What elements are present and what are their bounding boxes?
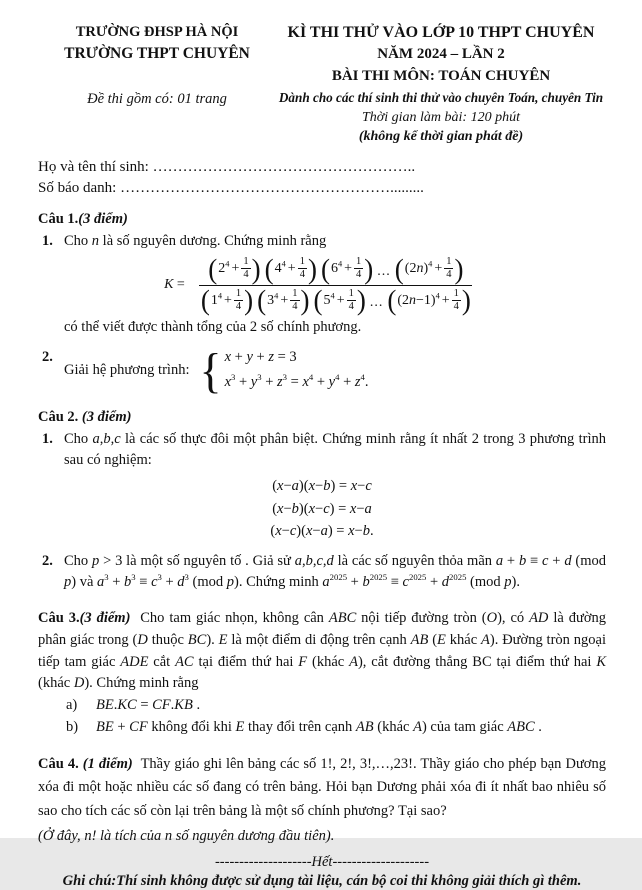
cau3-text: Cho tam giác nhọn, không cân ABC nội tiếp đường tròn (O), có AD là đường phân giác trong (D thuộc BC). E là một điểm di động trên cạnh AB (E khác A). Đường tròn ngoại tiếp tam giác ADE cắt AC tại điểm thứ hai F (khác A), cắt đường thẳng BC tại điểm thứ hai K (khác D). Chứng minh rằng <box>38 610 606 692</box>
cau1-item1-number: 1. <box>42 232 53 249</box>
cau3-item-a-text: BE.KC = CF.KB . <box>96 697 201 714</box>
cau4-note: (Ở đây, n! là tích của n số nguyên dương đầu tiên). <box>38 827 335 844</box>
system-eq1: x + y + z = 3 <box>224 349 297 366</box>
section-cau4 <box>38 753 606 849</box>
exam-subject: BÀI THI MÔN: TOÁN CHUYÊN <box>331 68 551 85</box>
header <box>38 22 606 147</box>
product-term: ( $6^4$ + $\frac{1}{4}$ ) <box>320 253 374 285</box>
cau2-item2-number: 2. <box>42 552 53 569</box>
exam-title-line1: KÌ THI THỬ VÀO LỚP 10 THPT CHUYÊN <box>287 24 595 41</box>
cau4-label: Câu 4. <box>38 755 79 772</box>
cau1-points: (3 điểm) <box>78 210 128 227</box>
product-term: ( $3^4$ + $\frac{1}{4}$ ) <box>257 284 310 316</box>
exam-title-line2: NĂM 2024 – LẦN 2 <box>377 46 505 63</box>
cau1-item1-closing: có thể viết được thành tổng của 2 số chính phương. <box>64 318 362 335</box>
header-exam-block <box>276 22 606 147</box>
cau3-item-b-text: BE + CF không đổi khi E thay đổi trên cạnh AB (khác A) của tam giác ABC . <box>96 718 542 735</box>
cau1-label: Câu 1. <box>38 210 79 227</box>
cau2-item2-text: Cho p > 3 là một số nguyên tố . Giả sử a,b,c,d là các số nguyên thỏa mãn a + b ≡ c + d (mod p) và $a^3 + b^3 \equiv c^3 + d^3$ (mod p). Chứng minh $a^{2025} + b^{2025} \equiv c^{2025} + d^{2025}$ (mod p). <box>64 552 607 591</box>
cau3-label: Câu 3. <box>38 610 80 627</box>
equation-3: (x−c)(x−a) = x−b. <box>270 523 374 540</box>
cau3-item-a-letter: a) <box>66 697 78 714</box>
student-info <box>38 157 606 199</box>
cau2-heading <box>38 407 606 429</box>
product-term: ( $4^4$ + $\frac{1}{4}$ ) <box>264 253 317 285</box>
exam-footer-note: Ghi chú:Thí sinh không được sử dụng tài liệu, cán bộ coi thi không giải thích gì thêm. <box>62 873 582 890</box>
cau1-item1 <box>42 231 606 253</box>
cau3-item-a <box>66 695 606 717</box>
cau1-item1-text: Cho n là số nguyên dương. Chứng minh rằng <box>64 232 327 249</box>
term-base: $2^4$ <box>218 259 230 277</box>
end-marker: --------------------Hết-------------------- <box>214 854 430 871</box>
cau1-item2-lead: Giải hệ phương trình: <box>64 361 190 378</box>
ellipsis: ... <box>377 263 391 279</box>
school-name-line1: TRƯỜNG ĐHSP HÀ NỘI <box>75 24 239 40</box>
product-term: ( $(2n-1)^4$ + $\frac{1}{4}$ ) <box>387 284 471 316</box>
cau4-paragraph <box>38 753 606 823</box>
product-term: ( $5^4$ + $\frac{1}{4}$ ) <box>313 284 366 316</box>
exam-pages-note: Đề thi gồm có: 01 trang <box>87 91 227 108</box>
cau2-item1-text: Cho a,b,c là các số thực đôi một phân biệt. Chứng minh rằng ít nhất 2 trong 3 phương trình sau có nghiệm: <box>64 430 606 469</box>
quarter-fraction: $\frac{1}{4}$ <box>243 256 249 281</box>
exam-audience: Dành cho các thí sinh thi thử vào chuyên Toán, chuyên Tin <box>278 89 604 105</box>
cau3-item-b-letter: b) <box>66 718 79 735</box>
fraction-denominator <box>192 286 480 314</box>
right-paren: ) <box>251 253 261 285</box>
cau2-item2 <box>42 551 606 595</box>
product-term <box>207 253 261 285</box>
product-term: ( $(2n)^4$ + $\frac{1}{4}$ ) <box>394 253 464 285</box>
school-name-line2: TRƯỜNG THPT CHUYÊN <box>64 45 250 63</box>
equation-system <box>199 343 369 398</box>
equation-1: (x−a)(x−b) = x−c <box>272 478 372 495</box>
product-term: ( $1^4$ + $\frac{1}{4}$ ) <box>200 284 254 316</box>
section-cau2 <box>38 407 606 594</box>
cau1-formula-K <box>38 253 606 316</box>
cau2-label: Câu 2. <box>38 408 79 425</box>
cau3-points: (3 điểm) <box>79 610 131 627</box>
cau2-item1 <box>42 429 606 473</box>
section-cau3 <box>38 608 606 739</box>
formula-lhs: K = <box>164 277 185 292</box>
cau1-item2 <box>42 343 606 398</box>
cau3-item-b <box>66 717 606 739</box>
cau2-item1-number: 1. <box>42 430 53 447</box>
exam-duration-note: (không kể thời gian phát đề) <box>358 129 524 145</box>
exam-duration: Thời gian làm bài: 120 phút <box>362 109 520 125</box>
cau4-text: Thầy giáo ghi lên bảng các số 1!, 2!, 3!,…,23!. Thầy giáo cho phép bạn Dương xóa đi một hoặc nhiều các số đang có trên bảng. Hỏi bạn Dương phải xóa đi ít nhất bao nhiêu số sao cho tích các số còn lại trên bảng là một số chính phương? Tại sao? <box>38 755 606 819</box>
student-id-line: Số báo danh: ………………………………………………......... <box>38 179 424 196</box>
equation-2: (x−b)(x−c) = x−a <box>272 500 372 517</box>
cau4-points: (1 điểm) <box>78 755 133 772</box>
section-cau1 <box>38 209 606 398</box>
system-brace: { <box>199 343 222 398</box>
cau2-points: (3 điểm) <box>78 408 132 425</box>
big-fraction <box>192 253 480 316</box>
header-school-block <box>38 22 276 147</box>
ellipsis: ... <box>369 294 384 310</box>
student-name-line: Họ và tên thí sinh: …………………………………………….. <box>38 158 416 175</box>
cau2-equations <box>38 475 606 542</box>
cau1-item2-number: 2. <box>42 349 53 366</box>
cau3-paragraph <box>38 608 606 695</box>
system-eq2: $x^3 + y^3 + z^3 = x^4 + y^4 + z^4$. <box>224 372 369 391</box>
cau1-heading <box>38 209 606 231</box>
left-paren: ( <box>208 253 218 285</box>
fraction-numerator <box>199 255 472 285</box>
plus-sign: + <box>231 261 240 277</box>
